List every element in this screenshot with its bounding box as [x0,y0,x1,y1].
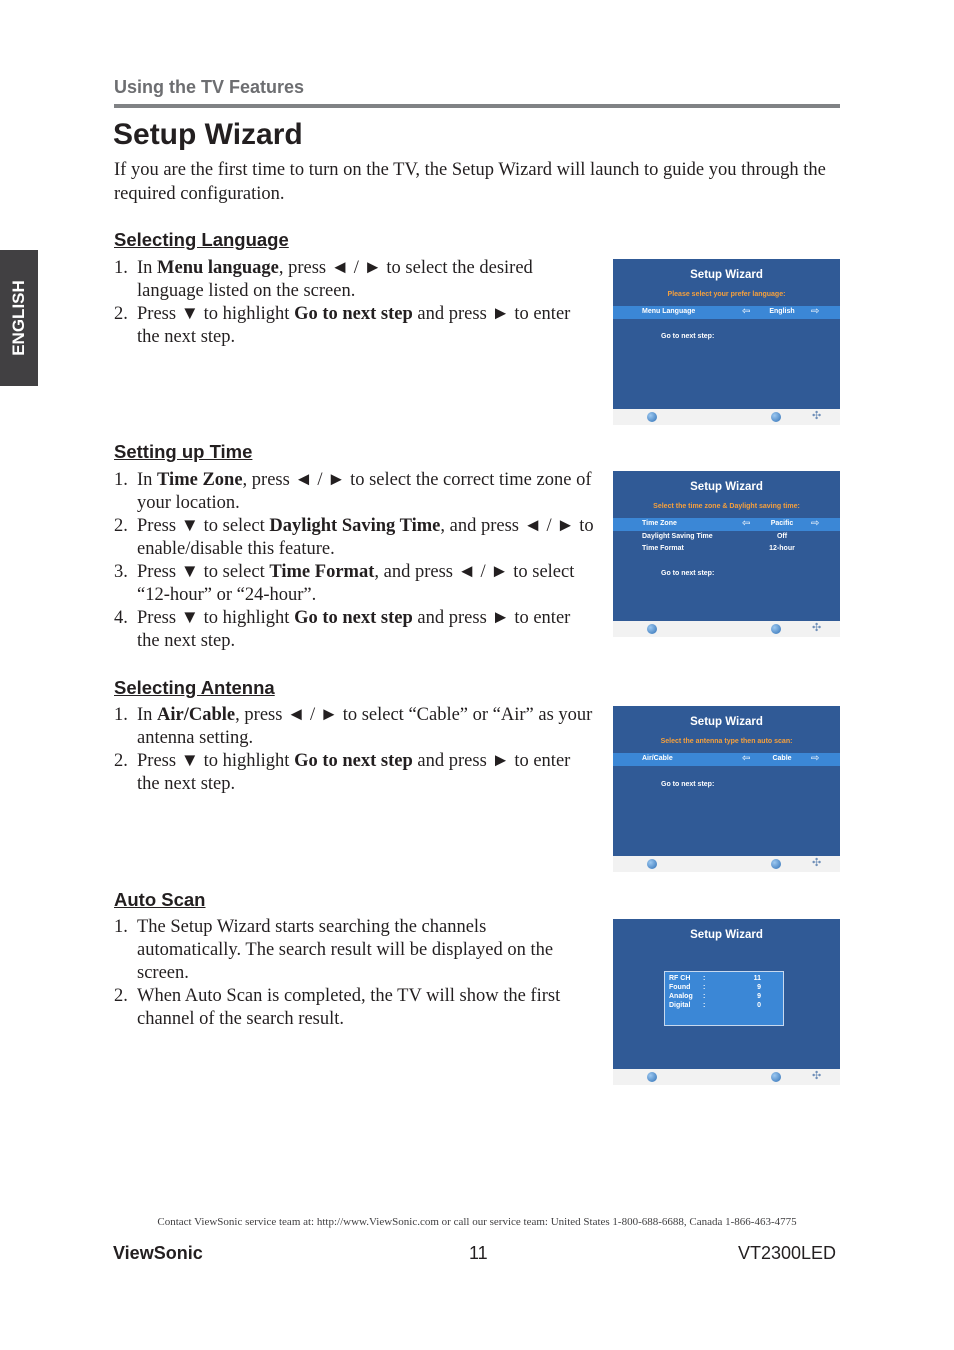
step-number: 2. [114,751,128,771]
screen-next-step: Go to next step: [661,570,715,577]
screen-title: Setup Wizard [690,481,763,493]
digital-label: Digital [669,1002,691,1009]
globe-icon [771,412,781,422]
arrow-right-icon: ⇨ [811,306,820,317]
arrow-left-icon: ⇦ [742,753,751,764]
step-keyword: Time Format [269,562,375,582]
digital-sep: : [703,1002,706,1009]
globe-icon [647,624,657,634]
steps-language [114,257,594,349]
screen-scan [613,919,840,1085]
heading-selecting-antenna: Selecting Antenna [114,677,275,698]
step-keyword: Air/Cable [157,705,236,725]
dst-label: Daylight Saving Time [642,533,713,540]
step-keyword: Go to next step [294,304,413,324]
screen-row-label: Air/Cable [642,755,673,762]
move-icon: ✣ [812,857,822,869]
screen-prompt: Please select your prefer language: [667,291,786,298]
screen-bottom-bar [613,856,840,872]
screen-antenna [613,706,840,872]
globe-icon [771,859,781,869]
step-number: 1. [114,705,128,725]
found-value: 9 [757,984,761,991]
scan-results-box [664,971,784,1026]
rf-ch-label: RF CH [669,975,691,982]
dst-value: Off [776,533,788,540]
steps-time [114,469,594,653]
step-item: 2. Press ▼ to highlight Go to next step and press ► to enter the next step. [114,304,571,347]
step-item: 2. Press ▼ to highlight Go to next step and press ► to enter the next step. [114,751,571,794]
step-item: 1. In Menu language, press ◄ / ► to select the desired language listed on the screen. [114,258,533,301]
step-number: 2. [114,516,128,536]
step-number: 2. [114,304,128,324]
step-number: 1. [114,258,128,278]
step-item: 1. The Setup Wizard starts searching the channels automatically. The search result will be displayed on the screen. [114,917,554,983]
step-item: 2. When Auto Scan is completed, the TV will show the first channel of the search result. [114,986,561,1029]
steps-antenna [114,704,594,796]
brand-name: ViewSonic [113,1243,203,1263]
step-keyword: Menu language [157,258,279,278]
heading-setting-up-time: Setting up Time [114,441,253,462]
screen-title: Setup Wizard [690,716,763,728]
analog-value: 9 [757,993,761,1000]
globe-icon [647,1072,657,1082]
step-keyword: Daylight Saving Time [269,516,441,536]
step-number: 3. [114,562,128,582]
step-item: 1. In Air/Cable, press ◄ / ► to select “Cable” or “Air” as your antenna setting. [114,705,593,748]
step-keyword: Go to next step [294,751,413,771]
analog-label: Analog [669,993,693,1000]
screen-prompt: Select the antenna type then auto scan: [660,738,793,745]
arrow-left-icon: ⇦ [742,306,751,317]
found-sep: : [703,984,706,991]
side-tab-label: ENGLISH [9,280,28,356]
time-format-label: Time Format [642,545,684,552]
section-header: Using the TV Features [114,77,305,97]
intro-paragraph: If you are the first time to turn on the TV, the Setup Wizard will launch to guide you through the required configuration. [114,160,826,204]
found-label: Found [669,984,691,991]
globe-icon [771,624,781,634]
screen-prompt: Select the time zone & Daylight saving time: [653,503,800,510]
globe-icon [647,859,657,869]
page-title: Setup Wizard [113,118,303,151]
screen-bottom-bar [613,1069,840,1085]
digital-value: 0 [757,1002,761,1009]
model-number: VT2300LED [737,1243,836,1263]
time-format-value: 12-hour [769,545,795,552]
step-keyword: Go to next step [294,608,413,628]
move-icon: ✣ [812,622,822,634]
screen-time [613,471,840,637]
screen-title: Setup Wizard [690,269,763,281]
header-rule [114,104,840,108]
heading-selecting-language: Selecting Language [114,229,289,250]
time-zone-label: Time Zone [642,520,677,527]
language-side-tab [0,250,38,386]
screen-bottom-bar [613,409,840,425]
screen-next-step: Go to next step: [661,333,715,340]
step-item: 3. Press ▼ to select Time Format, and press ◄ / ► to select “12-hour” or “24-hour”. [114,562,575,605]
steps-scan [114,916,594,1031]
screen-row-label: Menu Language [642,308,696,315]
screen-bottom-bar [613,621,840,637]
step-number: 4. [114,608,128,628]
globe-icon [771,1072,781,1082]
rf-ch-sep: : [703,975,706,982]
contact-line: Contact ViewSonic service team at: http://www.ViewSonic.com or call our service team: United States 1-800-688-6688, Canada 1-866-463-4775 [157,1216,797,1228]
step-number: 1. [114,470,128,490]
step-number: 1. [114,917,128,937]
arrow-right-icon: ⇨ [811,518,820,529]
arrow-right-icon: ⇨ [811,753,820,764]
screen-language [613,259,840,425]
move-icon: ✣ [812,410,822,422]
screen-row-value: Cable [772,755,792,762]
screen-title: Setup Wizard [690,929,763,941]
step-number: 2. [114,986,128,1006]
move-icon: ✣ [812,1070,822,1082]
step-item: 2. Press ▼ to select Daylight Saving Time, and press ◄ / ► to enable/disable this feature. [114,516,594,559]
heading-auto-scan: Auto Scan [114,889,206,910]
screen-next-step: Go to next step: [661,781,715,788]
time-zone-value: Pacific [770,520,794,527]
screen-row-value: English [769,308,795,315]
step-keyword: Time Zone [157,470,243,490]
globe-icon [647,412,657,422]
page-number: 11 [469,1243,488,1263]
step-item: 1. In Time Zone, press ◄ / ► to select the correct time zone of your location. [114,470,592,513]
step-item: 4. Press ▼ to highlight Go to next step and press ► to enter the next step. [114,608,571,651]
arrow-left-icon: ⇦ [742,518,751,529]
analog-sep: : [703,993,706,1000]
rf-ch-value: 11 [753,975,761,982]
